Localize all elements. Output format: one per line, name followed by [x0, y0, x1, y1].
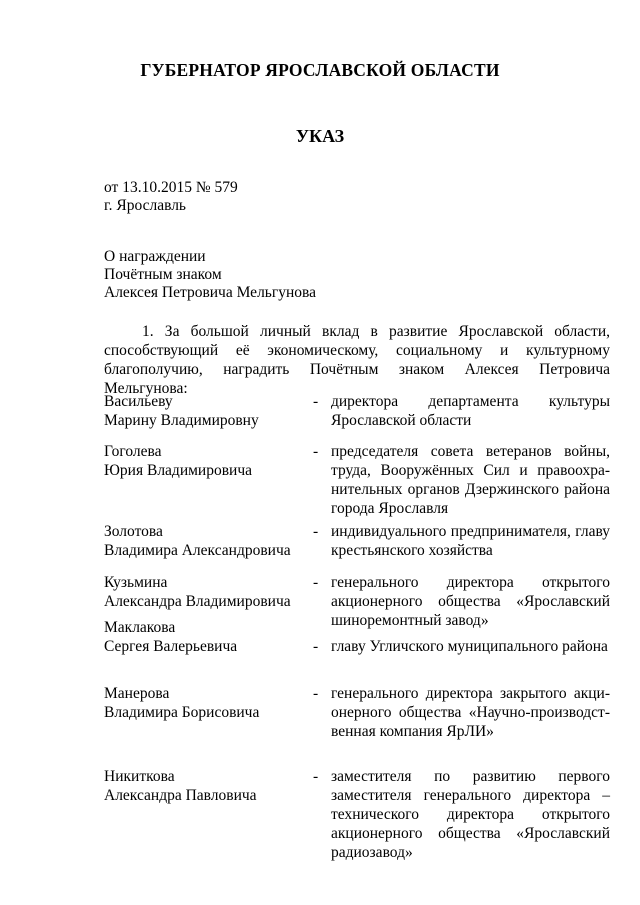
awardee-name: [104, 522, 304, 560]
awardee-position-line: индивидуального предпринимателя, главу: [331, 523, 610, 540]
awardee-name-line: Александра Павловича: [104, 787, 257, 804]
awardee-position-line: заместителя генерального директора –: [331, 787, 610, 804]
awardee-dash: -: [313, 393, 319, 410]
awardee-dash: -: [313, 685, 319, 702]
awardee-position-line: нительных органов Дзержинского района: [331, 481, 610, 498]
awardee-position-line: председателя совета ветеранов войны,: [331, 443, 610, 460]
document-type-heading: УКАЗ: [295, 126, 345, 146]
awardee-name: [104, 684, 304, 722]
subject-line-1: О награждении: [104, 248, 206, 265]
awardee-name: [104, 573, 304, 611]
awardee-position-line: Ярославской области: [331, 412, 472, 429]
awardee-position: [331, 522, 610, 560]
awardee-name-line: Золотова: [104, 523, 163, 540]
awardee-name-line: Гоголева: [104, 443, 162, 460]
awardee-dash: -: [313, 574, 319, 591]
awardee-position-line: заместителя по развитию первого: [331, 768, 610, 785]
awardee-name-line: Юрия Владимировича: [104, 462, 253, 479]
awardee-name-line: Кузьмина: [104, 574, 168, 591]
awardee-name-line: Марину Владимировну: [104, 412, 259, 429]
decree-date-number: от 13.10.2015 № 579: [104, 179, 238, 196]
awardee-name-line: Маклакова: [104, 619, 176, 636]
awardee-name: [104, 618, 304, 656]
awardee-position: [331, 637, 610, 656]
awardee-dash: -: [313, 443, 319, 460]
award-paragraph: 1. За большой личный вклад в развитие Ярославской области, способствующий её экономическому, социальному и культурному благополучию, наградить Почётным знаком Алексея Петровича Мельгунова:: [104, 323, 610, 397]
awardee-position-line: директора департамента культуры: [331, 393, 610, 410]
awardee-position-line: генерального директора открытого: [331, 574, 610, 591]
awardee-name: [104, 442, 304, 480]
awardee-position-line: главу Угличского муниципального района: [331, 638, 608, 655]
awardee-dash: -: [313, 768, 319, 785]
awardee-position-line: технического директора открытого: [331, 806, 610, 823]
awardee-dash: -: [313, 523, 319, 540]
awardee-position: [331, 684, 610, 741]
awardee-position-line: города Ярославля: [331, 500, 449, 517]
awardee-name: [104, 767, 304, 805]
awardee-position-line: радиозавод»: [331, 844, 413, 861]
awardee-position-line: шиноремонтный завод»: [331, 612, 489, 629]
awardee-position: [331, 442, 610, 518]
awardee-position: [331, 392, 610, 430]
awardee-name-line: Сергея Валерьевича: [104, 638, 238, 655]
awardee-position: [331, 767, 610, 862]
awardee-name-line: Васильеву: [104, 393, 173, 410]
awardee-name: [104, 392, 304, 430]
subject-line-2: Почётным знаком: [104, 266, 222, 283]
awardee-position-line: генерального директора закрытого акци-: [331, 685, 610, 702]
decree-city: г. Ярославль: [104, 197, 186, 214]
subject-line-3: Алексея Петровича Мельгунова: [104, 284, 317, 301]
awardee-name-line: Александра Владимировича: [104, 593, 291, 610]
issuing-authority-heading: ГУБЕРНАТОР ЯРОСЛАВСКОЙ ОБЛАСТИ: [140, 60, 500, 80]
awardee-name-line: Никиткова: [104, 768, 175, 785]
awardee-name-line: Манерова: [104, 685, 170, 702]
awardee-position-line: акционерного общества «Ярославский: [331, 825, 610, 842]
awardee-position-line: труда, Вооружённых Сил и правоохра-: [331, 462, 610, 479]
awardee-position: [331, 573, 610, 630]
awardee-name-line: Владимира Александровича: [104, 542, 291, 559]
awardee-position-line: крестьянского хозяйства: [331, 542, 493, 559]
awardee-position-line: онерного общества «Научно-производст-: [331, 704, 610, 721]
awardee-name-line: Владимира Борисовича: [104, 704, 260, 721]
awardee-position-line: акционерного общества «Ярославский: [331, 593, 610, 610]
awardee-position-line: венная компания ЯрЛИ»: [331, 723, 494, 740]
awardee-dash: -: [313, 638, 319, 655]
